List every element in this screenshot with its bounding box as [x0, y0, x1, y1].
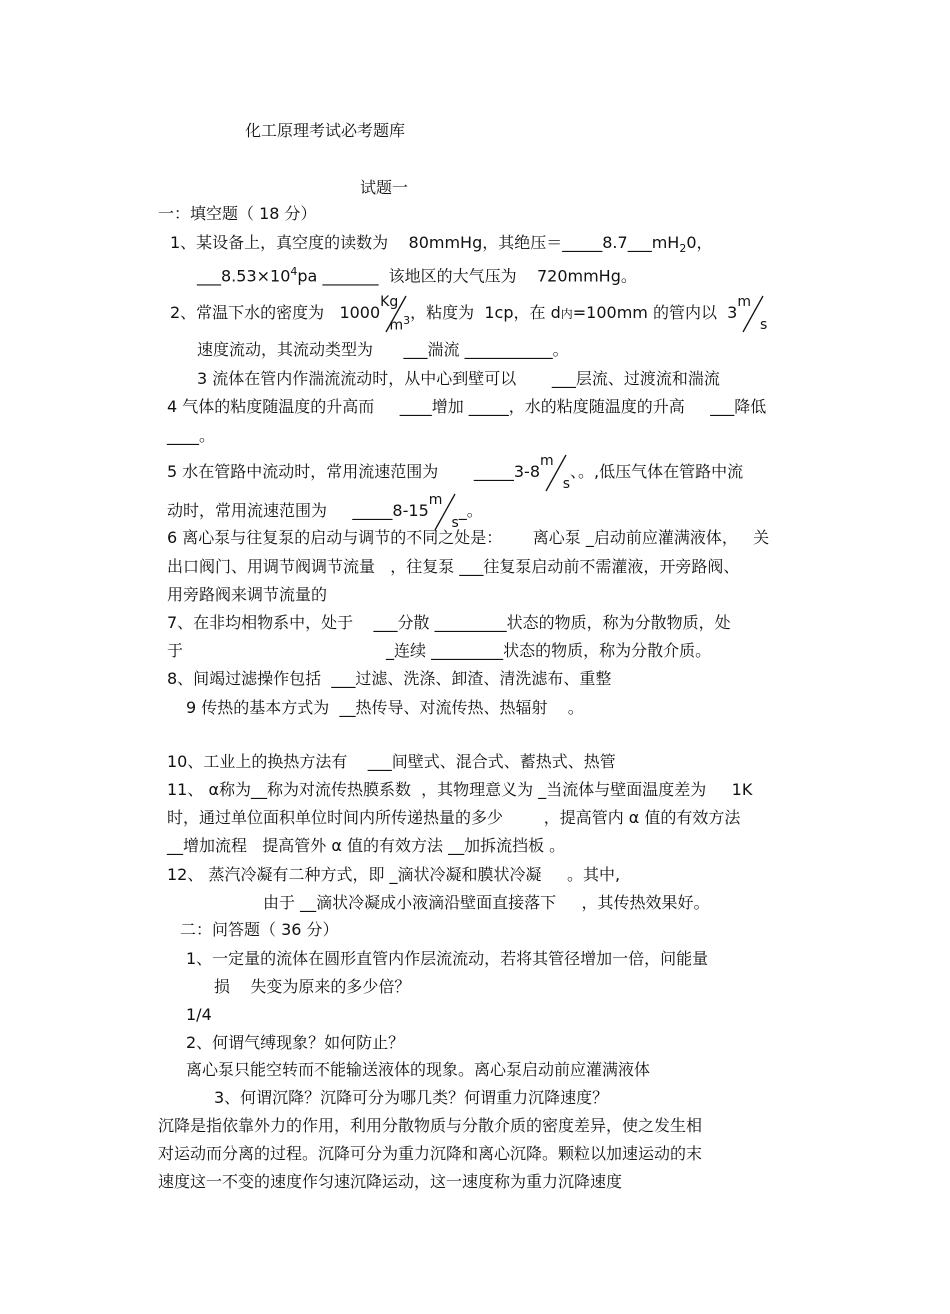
question-7-line-1: 7、在非均相物系中，处于 ___分散 _________状态的物质，称为分散物质，处 — [167, 613, 731, 632]
qa-3-answer-line-3: 速度这一不变的速度作匀速沉降运动，这一速度称为重力沉降速度 — [158, 1172, 623, 1191]
question-2-line-2: 速度流动，其流动类型为 ___湍流 ___________。 — [197, 340, 569, 359]
question-11-line-3: __增加流程 提高管外 α 值的有效方法 __加拆流挡板 。 — [167, 836, 566, 855]
question-7-line-2b: _连续 _________状态的物质，称为分散介质。 — [386, 641, 712, 660]
q1-answer-1: _____8.7___mH — [562, 233, 680, 252]
section-2-heading: 二：问答题（ 36 分） — [180, 920, 339, 939]
q5-text-a: 5 水在管路中流动时，常用流速范围为 _____3-8 — [167, 462, 541, 481]
question-9: 9 传热的基本方式为 __热传导、对流传热、热辐射 。 — [186, 698, 584, 717]
question-5-line-1 — [167, 453, 743, 493]
q1-text: 1、某设备上，真空度的读数为 80mmHg，其绝压＝ — [170, 233, 563, 252]
q2-text-b: ，粘度为 1cp，在 d — [410, 303, 561, 322]
question-11-line-2: 时，通过单位面积单位时间内所传递热量的多少 ，提高管内 α 值的有效方法 — [167, 808, 741, 827]
q1-tail: 0， — [686, 233, 713, 252]
qa-3-answer-line-1: 沉降是指依靠外力的作用，利用分散物质与分散介质的密度差异，使之发生相 — [158, 1116, 703, 1135]
q5-text-d: _。 — [458, 501, 483, 520]
question-10: 10、工业上的换热方法有 ___间壁式、混合式、蓄热式、热管 — [167, 752, 616, 771]
exam-subtitle: 试题一 — [360, 178, 409, 197]
question-4-line-2: ____。 — [167, 426, 216, 445]
question-1-line-1 — [170, 233, 713, 255]
fraction-denominator: s — [760, 317, 768, 334]
q1-superscript: 4 — [290, 265, 298, 278]
q5-text-c: 动时，常用流速范围为 _____8-15 — [167, 501, 429, 520]
q1-subscript: 2 — [679, 242, 687, 256]
qa-2-answer: 离心泵只能空转而不能输送液体的现象。离心泵启动前应灌满液体 — [186, 1060, 651, 1079]
q2-subscript: 内 — [560, 307, 573, 321]
section-1-heading: 一：填空题（ 18 分） — [158, 204, 317, 223]
page-title: 化工原理考试必考题库 — [245, 121, 406, 140]
question-1-line-2 — [197, 265, 637, 286]
fraction-denominator: s — [451, 515, 459, 532]
question-12-line-2: 由于 __滴状冷凝成小液滴沿壁面直接落下 ，其传热效果好。 — [263, 893, 710, 912]
velocity-unit-fraction — [429, 492, 459, 532]
fraction-denominator: $m^3$ — [389, 313, 411, 334]
question-5-line-2 — [167, 492, 483, 532]
fraction-numerator: m — [540, 453, 554, 469]
question-6-line-3: 用旁路阀来调节流量的 — [167, 585, 328, 604]
question-8: 8、间竭过滤操作包括 ___过滤、洗涤、卸渣、清洗滤布、重整 — [167, 669, 612, 688]
qa-1-answer: 1/4 — [186, 1005, 212, 1024]
fraction-numerator: m — [737, 294, 751, 310]
fraction-numerator: m — [428, 492, 443, 508]
qa-3-question: 3、何谓沉降？沉降可分为哪几类？何谓重力沉降速度？ — [214, 1088, 609, 1107]
question-4-line-1: 4 气体的粘度随温度的升高而 ____增加 _____，水的粘度随温度的升高 ___降低 — [167, 397, 767, 416]
q2-text-a: 2、常温下水的密度为 1000 — [170, 303, 381, 322]
qa-2-question: 2、何谓气缚现象？如何防止？ — [186, 1033, 405, 1052]
question-12-line-1: 12、 蒸汽冷凝有二种方式，即 _滴状冷凝和膜状冷凝 。其中, — [167, 865, 621, 884]
velocity-unit-fraction — [737, 294, 767, 334]
density-unit-fraction — [380, 294, 410, 334]
question-3: 3 流体在管内作湍流流动时，从中心到壁可以 ___层流、过渡流和湍流 — [197, 369, 720, 388]
qa-3-answer-line-2: 对运动而分离的过程。沉降可分为重力沉降和离心沉降。颗粒以加速运动的末 — [158, 1144, 703, 1163]
qa-1-line-1: 1、一定量的流体在圆形直管内作层流流动，若将其管径增加一倍，问能量 — [186, 949, 709, 968]
fraction-denominator: s — [562, 476, 571, 493]
q2-text-c: =100mm 的管内以 3 — [572, 303, 738, 322]
question-11-line-1: 11、 α称为__称为对流传热膜系数 ，其物理意义为 _当流体与壁面温度差为 1K — [167, 780, 753, 799]
fraction-numerator: Kg — [380, 294, 399, 310]
question-2-line-1 — [170, 294, 767, 334]
qa-1-line-2: 损 失变为原来的多少倍？ — [214, 977, 411, 996]
question-6-line-1: 6 离心泵与往复泵的启动与调节的不同之处是： 离心泵 _启动前应灌满液体， 关 — [167, 528, 770, 547]
question-6-line-2: 出口阀门、用调节阀调节流量 ，往复泵 ___往复泵启动前不需灌液，开旁路阀、 — [167, 557, 740, 576]
q1-text-2: pa _______ 该地区的大气压为 720mmHg。 — [297, 266, 637, 286]
q1-answer-2: ___8.53×10 — [197, 266, 291, 286]
q5-text-b: 、。,低压气体在管路中流 — [570, 462, 744, 481]
question-7-line-2a: 于 — [167, 641, 184, 660]
velocity-unit-fraction — [540, 453, 570, 493]
